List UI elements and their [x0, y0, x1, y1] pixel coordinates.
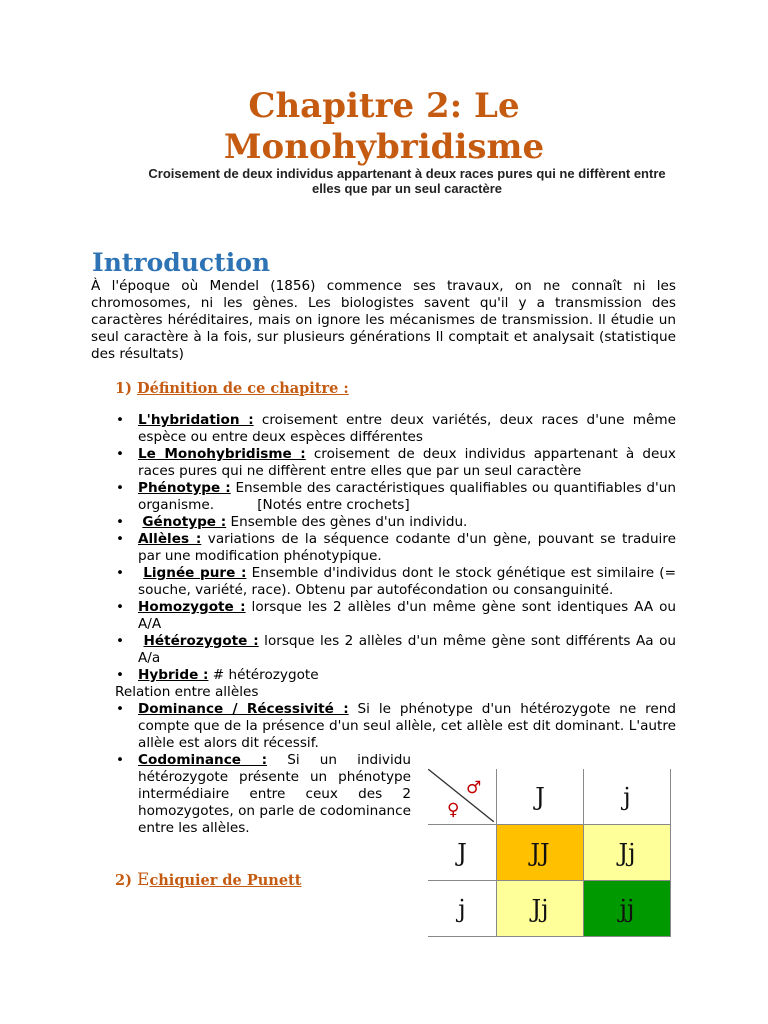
- dominance-text: Si le phénotype d'un hétérozygote ne rend compte que de la présence d'un seul allèle, cet allèle est dit dominant. L'autre allèle est alors dit récessif.: [138, 701, 676, 751]
- section-1-number: 1): [115, 380, 132, 397]
- definition-item: [115, 514, 676, 531]
- title-line-1: Chapitre 2: Le: [248, 86, 520, 126]
- definition-text: Ensemble des caractéristiques qualifiables ou quantifiables d'un organisme. [Notés entre crochets]: [138, 480, 681, 513]
- dominance-item: [115, 701, 676, 752]
- definition-term: Homozygote :: [138, 599, 246, 615]
- codominance-term: Codominance :: [138, 752, 268, 768]
- intro-paragraph: À l'époque où Mendel (1856) commence ses travaux, on ne connaît ni les chromosomes, ni les gènes. Les biologistes savent qu'il y a transmission des caractères héréditaires, mais on ignore les mécanismes de transmission. Il étudie un seul caractère à la fois, sur plusieurs générations Il comptait et analysait (statistique des résultats): [91, 278, 676, 362]
- section-2-first-letter: E: [137, 870, 150, 890]
- definition-term: Phénotype :: [138, 480, 231, 496]
- intro-heading: Introduction: [92, 248, 271, 277]
- punnett-corner: [428, 769, 497, 825]
- definition-term: Hybride :: [138, 667, 209, 683]
- title-line-2: Monohybridisme: [223, 127, 545, 167]
- definition-text: lorsque les 2 allèles d'un même gène sont identiques AA ou A/A: [138, 599, 676, 632]
- codominance-text: Si un individu hétérozygote présente un phénotype intermédiaire entre ceux des 2 homozygotes, on parle de codominance entre les allèles.: [138, 752, 412, 836]
- definition-item: [115, 667, 676, 684]
- definition-item: [115, 565, 676, 599]
- definition-item: [115, 446, 676, 480]
- definition-term: Allèles :: [138, 531, 202, 547]
- definition-text: lorsque les 2 allèles d'un même gène sont différents Aa ou A/a: [138, 633, 676, 666]
- section-2-number: 2): [115, 872, 132, 889]
- female-symbol-icon: ♀: [447, 800, 460, 820]
- punnett-cell: Jj: [497, 881, 584, 937]
- page-title: [0, 86, 768, 168]
- definition-item: [115, 633, 676, 667]
- definition-term: Hétérozygote :: [143, 633, 259, 649]
- subtitle: Croisement de deux individus appartenant à deux races pures qui ne diffèrent entre elles que par un seul caractère: [148, 166, 666, 196]
- definition-text: # hétérozygote: [208, 667, 319, 683]
- punnett-row-header: j: [428, 881, 497, 937]
- definition-text: croisement de deux individus appartenant à deux races pures qui ne diffèrent entre elles que par un seul caractère: [138, 446, 676, 479]
- definition-term: L'hybridation :: [138, 412, 254, 428]
- definition-text: variations de la séquence codante d'un gène, pouvant se traduire par une modification phénotypique.: [138, 531, 676, 564]
- definition-item: [115, 412, 676, 446]
- punnett-col-header: J: [497, 769, 584, 825]
- male-symbol-icon: ♂: [466, 778, 482, 798]
- relation-label: Relation entre allèles: [115, 684, 259, 700]
- definition-term: Lignée pure :: [143, 565, 247, 581]
- definition-item: [115, 531, 676, 565]
- punnett-cell: Jj: [584, 825, 671, 881]
- section-1-title: Définition de ce chapitre :: [137, 380, 349, 397]
- section-2-heading: [115, 871, 301, 890]
- punnett-cell: jj: [584, 881, 671, 937]
- definition-term: Le Monohybridisme :: [138, 446, 306, 462]
- definition-text: Ensemble des gènes d'un individu.: [226, 514, 468, 530]
- definition-item: [115, 480, 681, 514]
- definition-item: [115, 599, 676, 633]
- punnett-col-header: j: [584, 769, 671, 825]
- punnett-diagonal: [428, 769, 494, 822]
- dominance-term: Dominance / Récessivité :: [138, 701, 349, 717]
- punnett-square: [428, 769, 671, 937]
- section-1-heading: [115, 380, 349, 398]
- definition-text: croisement entre deux variétés, deux races d'une même espèce ou entre deux espèces différentes: [138, 412, 676, 445]
- codominance-item: [115, 752, 411, 837]
- punnett-row-header: J: [428, 825, 497, 881]
- definition-term: Génotype :: [142, 514, 227, 530]
- section-2-title: chiquier de Punett: [149, 872, 302, 889]
- definition-text: Ensemble d'individus dont le stock génétique est similaire (= souche, variété, race). Obtenu par autofécondation ou consanguinité.: [138, 565, 676, 598]
- punnett-cell: JJ: [497, 825, 584, 881]
